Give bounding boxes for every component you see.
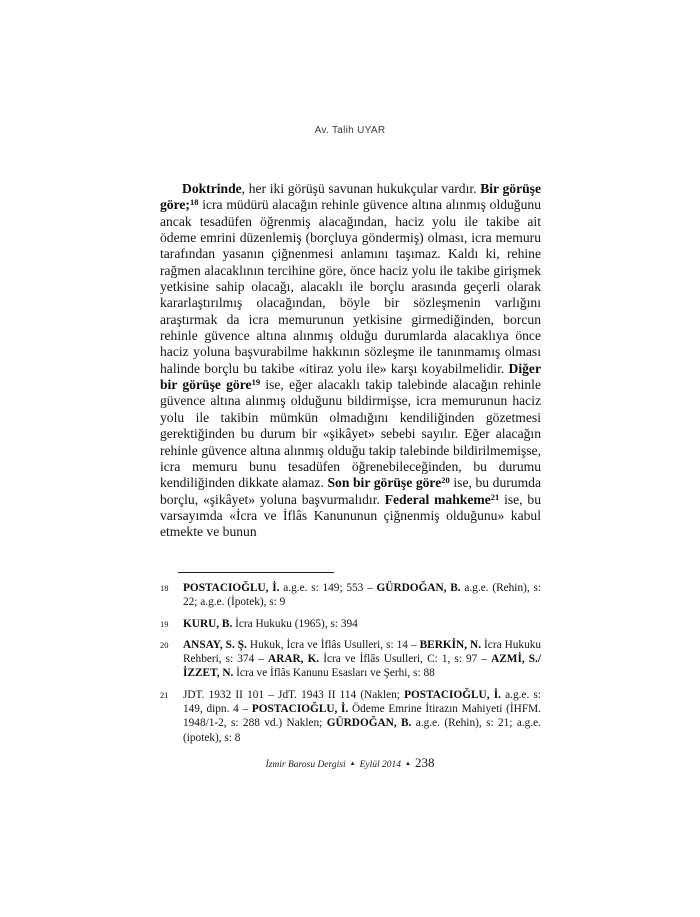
- footnote-20: [160, 638, 541, 681]
- footnote-number: 18: [160, 583, 169, 593]
- footnote-number: 20: [160, 639, 169, 650]
- footnote-21: [160, 688, 541, 745]
- footnotes-block: [160, 581, 541, 752]
- triangle-separator-icon: ▲: [349, 761, 356, 767]
- page-footer: [0, 755, 700, 771]
- footnote-text: ANSAY, S. Ş. Hukuk, İcra ve İflâs Usulleri, s: 14 – BERKİN, N. İcra Hukuku Rehberi, s: 374 – ARAR, K. İcra ve İflâs Usulleri, C: 1, s: 97 – AZMİ, S./İZZET, N. İcra ve İflâs Kanunu Esasları ve Şerhi, s: 88: [183, 638, 542, 680]
- page-header-author: Av. Talih UYAR: [314, 125, 386, 136]
- footer-page-number: 238: [414, 755, 435, 770]
- footnote-text: KURU, B. İcra Hukuku (1965), s: 394: [183, 617, 358, 630]
- footnote-19: [160, 617, 541, 631]
- footer-issue: Eylül 2014: [359, 760, 401, 770]
- footnote-text: POSTACIOĞLU, İ. a.g.e. s: 149; 553 – GÜRDOĞAN, B. a.g.e. (Rehin), s: 22; a.g.e. (İpotek), s: 9: [183, 582, 541, 609]
- footnote-text: JDT. 1932 II 101 – JdT. 1943 II 114 (Naklen; POSTACIOĞLU, İ. a.g.e. s: 149, dipn. 4 – POSTACIOĞLU, İ. Ödeme Emrine İtirazın Mahiyeti (İHFM. 1948/1-2, s: 288 vd.) Naklen; GÜRDOĞAN, B. a.g.e. (Rehin), s: 21; a.g.e. (ipotek), s: 8: [183, 688, 541, 744]
- body-paragraph: Doktrinde, her iki görüşü savunan hukukçular vardır. Bir görüşe göre;$^{18}$ icra müdürü alacağın rehinle güvence altına alınmış olduğunu ancak tesadüfen öğrenmiş alacağından, haciz yolu ile takibe ait ödeme emrini düzenlemiş (borçluya göndermiş) olması, icra memuru tarafından yasanın çiğnenmesi anlamını taşımaz. Kaldı ki, rehine rağmen alacaklının tercihine göre, önce haciz yolu ile takibe girişmek yetkisine sahip olacağı, alacaklı ile borçlu arasında geçerli olarak kararlaştırılmış olacağından, böyle bir sözleşmenin varlığını araştırmak da icra memurunun yetkisine girmediğinden, borcun rehinle güvence altına alınmış olduğu durumlarda alacaklıya önce haciz yoluna başvurabilme hakkının sözleşme ile tanınmamış olması halinde borçlu bu takibe «itiraz yolu ile» karşı koyabilmelidir. Diğer bir görüşe göre$^{19}$ ise, eğer alacaklı takip talebinde alacağın rehinle güvence altına alınmış olduğunu bildirmişse, icra memurunun haciz yolu ile takibin mümkün olmadığını kendiliğinden gözetmesi gerektiğinden bu durum bir «şikâyet» sebebi sayılır. Eğer alacağın rehinle güvence altına alınmış olduğu takip talebinde bildirilmemişse, icra memuru bunu tesadüfen öğrenebileceğinden, bu durumu kendiliğinden dikkate alamaz. Son bir görüşe göre$^{20}$ ise, bu durumda borçlu, «şikâyet» yoluna başvurmalıdır. Federal mahkeme$^{21}$ ise, bu varsayımda «İcra ve İflâs Kanununun çiğnenmiş olduğunu» kabul etmekte ve bunun: [160, 181, 542, 540]
- triangle-separator-icon: ▲: [405, 761, 411, 767]
- footnote-separator-rule: [178, 572, 334, 573]
- footnote-number: 19: [160, 618, 169, 629]
- footnote-number: 21: [160, 689, 169, 700]
- footer-journal-name: İzmir Barosu Dergisi: [265, 760, 346, 770]
- footnote-18: [160, 581, 541, 610]
